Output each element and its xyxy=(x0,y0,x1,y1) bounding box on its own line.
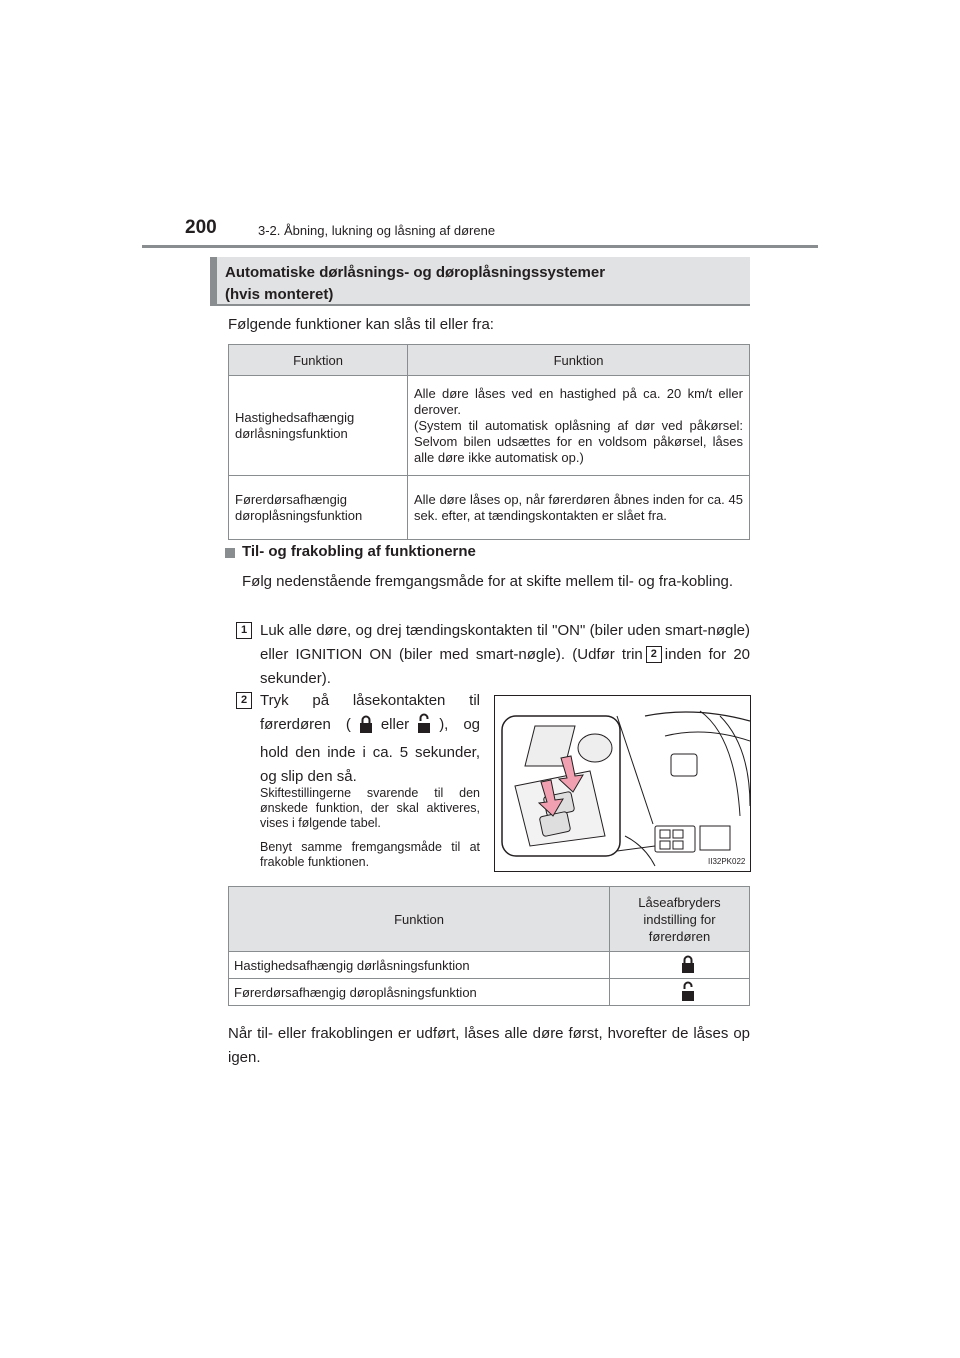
step-note: Skiftestillingerne svarende til den ønskede funktion, der skal aktiveres, vises i følgende tabel. xyxy=(260,786,480,830)
function-description-line: Alle døre låses ved en hastighed på ca. 20 km/t eller derover. xyxy=(414,385,743,417)
lock-open-icon xyxy=(417,713,431,741)
step-text-part: ), og hold den inde i ca. 5 sekunder, og slip den så. xyxy=(260,716,481,785)
intro-text: Følgende funktioner kan slås til eller fra: xyxy=(228,316,494,333)
function-name: Hastighedsafhængig dørlåsningsfunktion xyxy=(229,952,610,979)
switch-position-cell xyxy=(610,952,750,979)
section-heading xyxy=(225,262,605,306)
table-row xyxy=(229,476,750,540)
functions-table xyxy=(228,344,750,540)
square-bullet-icon xyxy=(225,548,235,558)
table-row xyxy=(229,376,750,476)
section-heading-accent xyxy=(210,257,217,306)
closing-paragraph: Når til- eller frakoblingen er udført, låses alle døre først, hvorefter de låses op igen. xyxy=(228,1025,750,1066)
step-note: Benyt samme fremgangsmåde til at frakoble funktionen. xyxy=(260,840,480,869)
section-heading-line2: (hvis monteret) xyxy=(225,286,334,303)
table-header-row xyxy=(229,345,750,376)
door-switch-illustration xyxy=(494,695,751,872)
function-name: Førerdørsafhængig døroplåsningsfunktion xyxy=(229,979,610,1006)
table-header: Funktion xyxy=(408,345,750,376)
lock-closed-icon xyxy=(359,715,373,741)
step-text-part: eller xyxy=(380,716,410,733)
step-text-part: inden for 20 sekunder). xyxy=(260,646,751,687)
illustration-code: II32PK022 xyxy=(708,857,746,866)
function-description xyxy=(408,376,750,476)
function-name: Hastighedsafhængig dørlåsningsfunktion xyxy=(229,376,408,476)
table-row xyxy=(229,979,750,1006)
switch-position-table xyxy=(228,886,750,1006)
step-2-text xyxy=(260,689,480,789)
table-header: Funktion xyxy=(229,345,408,376)
instructions-paragraph: Følg nedenstående fremgangsmåde for at skifte mellem til- og fra-kobling. xyxy=(242,573,734,590)
section-title: 3-2. Åbning, lukning og låsning af dørene xyxy=(258,223,496,238)
table-header-row xyxy=(229,887,750,952)
table-row xyxy=(229,952,750,979)
section-heading-line1: Automatiske dørlåsnings- og døroplåsningssystemer xyxy=(225,264,606,281)
step-number: 2 xyxy=(236,692,252,709)
step-reference: 2 xyxy=(646,646,662,663)
function-name: Førerdørsafhængig døroplåsningsfunktion xyxy=(229,476,408,540)
lock-open-icon xyxy=(681,989,695,1004)
function-description: Alle døre låses op, når førerdøren åbnes inden for ca. 45 sek. efter, at tændingskontakten er slået fra. xyxy=(408,476,750,540)
page-number: 200 xyxy=(185,217,217,238)
step-text-part: Luk alle døre, og drej tændingskontakten til "ON" (biler uden smart-nøgle) eller IGNITION ON (biler med smart-nøgle). (Udfør trin xyxy=(260,622,750,663)
subheading: Til- og frakobling af funktionerne xyxy=(242,543,476,560)
step-number: 1 xyxy=(236,622,252,639)
table-header: Låseafbryders indstilling for førerdøren xyxy=(610,887,750,952)
header-divider xyxy=(142,245,818,248)
lock-closed-icon xyxy=(681,961,695,976)
function-description-note: (System til automatisk oplåsning af dør ved påkørsel: Selvom bilen udsættes for en voldsom påkørsel, låses alle døre ikke automatisk op.) xyxy=(414,417,743,465)
switch-position-cell xyxy=(610,979,750,1006)
step-text-part: Tryk på låsekontakten til førerdøren ( xyxy=(260,692,480,733)
step-1-text xyxy=(260,619,750,691)
table-header: Funktion xyxy=(229,887,610,952)
